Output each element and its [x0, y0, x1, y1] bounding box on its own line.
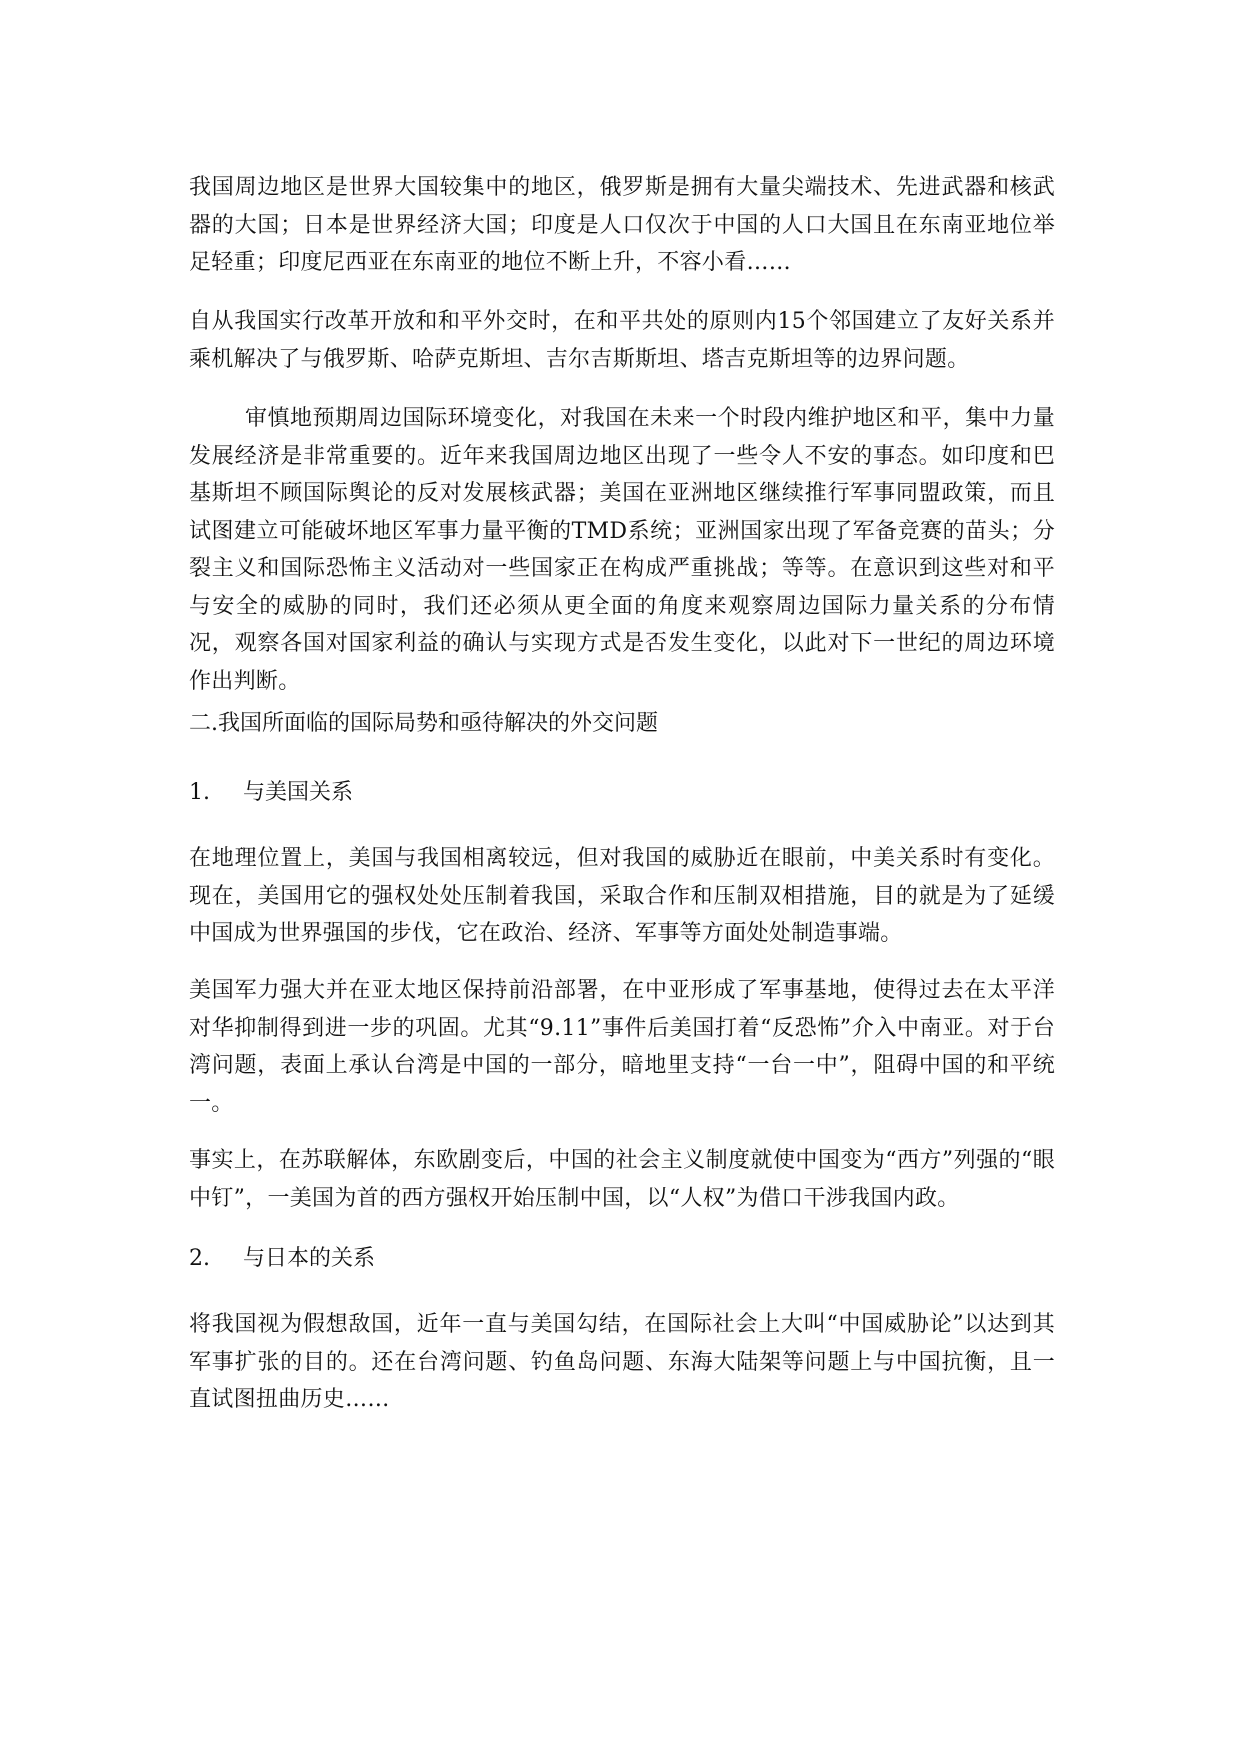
paragraph-us-military: 美国军力强大并在亚太地区保持前沿部署，在中亚形成了军事基地，使得过去在太平洋对华抑制得到进一步的巩固。尤其“9.11”事件后美国打着“反恐怖”介入中南亚。对于台湾问题，表面上承认台湾是中国的一部分，暗地里支持“一台一中”，阻碍中国的和平统一。: [189, 978, 1055, 1116]
paragraph-after-soviet-collapse: 事实上，在苏联解体，东欧剧变后，中国的社会主义制度就使中国变为“西方”列强的“眼中钉”，一美国为首的西方强权开始压制中国，以“人权”为借口干涉我国内政。: [189, 1148, 1055, 1211]
paragraph-major-powers: 我国周边地区是世界大国较集中的地区，俄罗斯是拥有大量尖端技术、先进武器和核武器的大国；日本是世界经济大国；印度是人口仅次于中国的人口大国且在东南亚地位举足轻重；印度尼西亚在东南亚的地位不断上升，不容小看……: [189, 175, 1055, 275]
list-number: 1.: [189, 780, 210, 805]
paragraph-japan: 将我国视为假想敌国，近年一直与美国勾结，在国际社会上大叫“中国威胁论”以达到其军事扩张的目的。还在台湾问题、钓鱼岛问题、东海大陆架等问题上与中国抗衡，且一直试图扭曲历史……: [189, 1312, 1055, 1412]
paragraph-us-geography: 在地理位置上，美国与我国相离较远，但对我国的威胁近在眼前，中美关系时有变化。现在，美国用它的强权处处压制着我国，采取合作和压制双相措施，目的就是为了延缓中国成为世界强国的步伐，它在政治、经济、军事等方面处处制造事端。: [189, 846, 1055, 946]
list-heading-us-relations: [189, 774, 353, 812]
section-heading-2: 二.我国所面临的国际局势和亟待解决的外交问题: [189, 711, 658, 736]
list-heading-text: 与美国关系: [243, 780, 354, 805]
paragraph-regional-environment: 审慎地预期周边国际环境变化，对我国在未来一个时段内维护地区和平，集中力量发展经济是非常重要的。近年来我国周边地区出现了一些令人不安的事态。如印度和巴基斯坦不顾国际舆论的反对发展核武器；美国在亚洲地区继续推行军事同盟政策，而且试图建立可能破坏地区军事力量平衡的TMD系统；亚洲国家出现了军备竞赛的苗头；分裂主义和国际恐怖主义活动对一些国家正在构成严重挑战；等等。在意识到这些对和平与安全的威胁的同时，我们还必须从更全面的角度来观察周边国际力量关系的分布情况，观察各国对国家利益的确认与实现方式是否发生变化，以此对下一世纪的周边环境作出判断。: [189, 406, 1055, 694]
paragraph-reform-opening: 自从我国实行改革开放和和平外交时，在和平共处的原则内15个邻国建立了友好关系并乘机解决了与俄罗斯、哈萨克斯坦、吉尔吉斯斯坦、塔吉克斯坦等的边界问题。: [189, 309, 1055, 372]
list-heading-japan-relations: [189, 1240, 375, 1278]
list-heading-text: 与日本的关系: [243, 1246, 376, 1271]
list-number: 2.: [189, 1246, 210, 1271]
